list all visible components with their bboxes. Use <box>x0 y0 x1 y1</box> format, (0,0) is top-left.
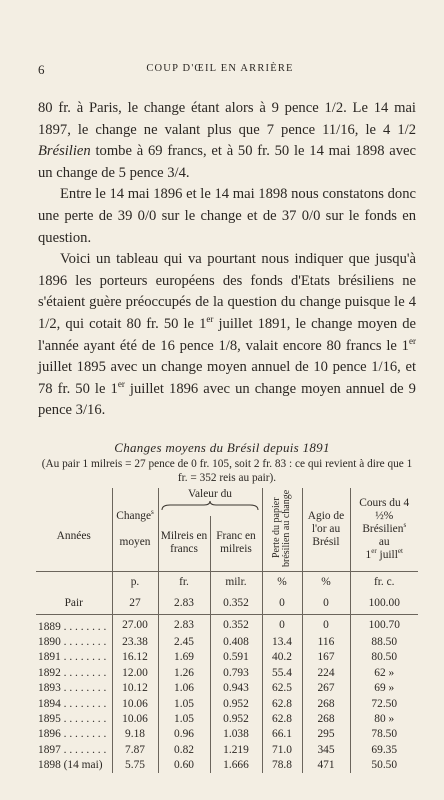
page-header <box>38 62 402 78</box>
table-row: 1894 . . . . . . . . 10.06 1.05 0.952 62.8 268 72.50 <box>36 696 418 711</box>
exchange-table <box>36 488 418 773</box>
header-milreis-en-francs: Milreis en francs <box>158 516 210 572</box>
header-annees: Années <box>56 530 91 542</box>
table-row: 1890 . . . . . . . . 23.38 2.45 0.408 13.4 116 88.50 <box>36 634 418 649</box>
table-row: 1895 . . . . . . . . 10.06 1.05 0.952 62.8 268 80 » <box>36 711 418 726</box>
table-caption: Changes moyens du Brésil depuis 1891 <box>114 440 330 455</box>
header-agio: Agio de l'or au Brésil <box>302 488 350 572</box>
table-row: 1892 . . . . . . . . 12.00 1.26 0.793 55.4 224 62 » <box>36 665 418 680</box>
italic-bresilien: Brésilien <box>38 143 91 160</box>
header-change-moyen: Change$^s$ moyen <box>112 488 158 572</box>
page-number: 6 <box>38 62 45 77</box>
running-title: COUP D'ŒIL EN ARRIÈRE <box>146 63 294 74</box>
paragraph-1: 80 fr. à Paris, le change étant alors à 9 pence 1/2. Le 14 mai 1897, le change ne valant plus que 7 pence 11/16, le 4 1/2 Brésilien tombe à 69 francs, et à 50 fr. 50 le 14 mai 1898 avec un change de 5 pence 3/4. <box>38 100 416 181</box>
body-text <box>38 98 416 422</box>
paragraph-2: Entre le 14 mai 1896 et le 14 mai 1898 nous constatons donc une perte de 39 0/0 sur le change et de 37 0/0 sur le fonds en question. <box>38 186 416 246</box>
header-franc-en-milreis: Franc en milreis <box>210 516 262 572</box>
header-perte: Perte du papier brésilien au change <box>262 488 302 572</box>
table-row: 1893 . . . . . . . . 10.12 1.06 0.943 62.5 267 69 » <box>36 681 418 696</box>
table-row: 1896 . . . . . . . . 9.18 0.96 1.038 66.1 295 78.50 <box>36 727 418 742</box>
header-cours: Cours du 4 ½% Brésilien$^s$ au 1er juill$^{et}$ <box>350 488 418 572</box>
table-row: 1889 . . . . . . . . 27.00 2.83 0.352 0 0 100.70 <box>36 615 418 635</box>
table-row: 1898 (14 mai) 5.75 0.60 1.666 78.8 471 50.50 <box>36 758 418 773</box>
header-valeur-du: Valeur du <box>158 488 262 516</box>
table-row: 1897 . . . . . . . . 7.87 0.82 1.219 71.0 345 69.35 <box>36 742 418 757</box>
table-units-row: p. fr. milr. % % fr. c. <box>36 572 418 593</box>
table-row: 1891 . . . . . . . . 16.12 1.69 0.591 40.2 167 80.50 <box>36 650 418 665</box>
paragraph-3: Voici un tableau qui va pourtant nous indiquer que jusqu'à 1896 les porteurs européens des fonds d'Etats brésiliens ne s'étaient guère préoccupés de la question du change puisque le 4 1/2, qui cotait 80 fr. 50 le 1er juillet 1891, le change moyen de l'année ayant été de 16 pence 1/8, valait encore 80 francs le 1er juillet 1895 avec un change moyen annuel de 10 pence 1/16, et 78 fr. 50 le 1er juillet 1896 avec un change moyen annuel de 9 pence 3/16. <box>38 251 417 419</box>
table-note: (Au pair 1 milreis = 27 pence de 0 fr. 105, soit 2 fr. 83 : ce qui revient à dire que 1 fr. = 352 reis au pair). <box>41 458 413 484</box>
table-header-row <box>36 488 418 516</box>
table-pair-row: Pair 27 2.83 0.352 0 0 100.00 <box>36 592 418 615</box>
brace-icon <box>160 501 260 511</box>
